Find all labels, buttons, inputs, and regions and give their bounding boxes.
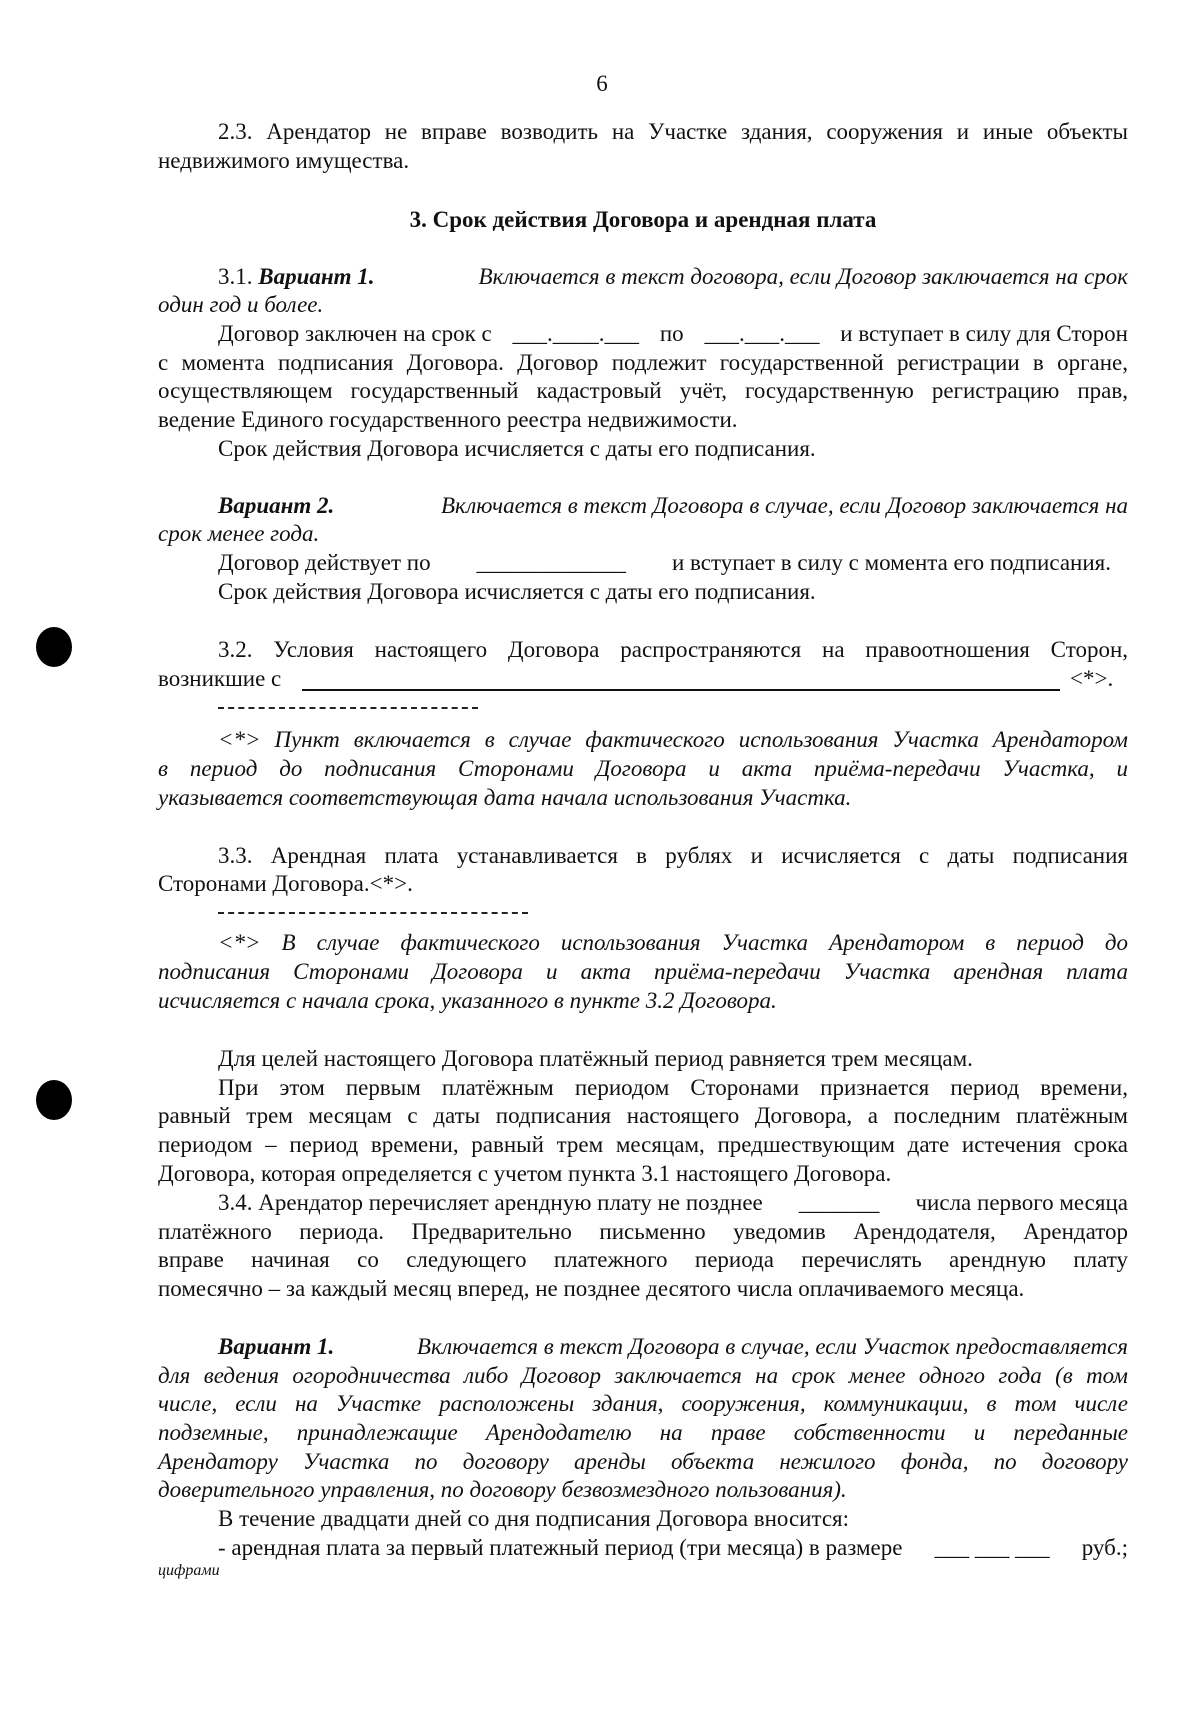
clause-3-4-line-2: платёжного периода. Предварительно письменно уведомив Арендодателя, Арендатор <box>158 1219 1128 1244</box>
term-text-from: Договор заключен на срок с <box>218 321 492 346</box>
clause-3-4-text-a: 3.4. Арендатор перечисляет арендную плату не позднее <box>218 1190 763 1215</box>
digits-caption: цифрами <box>158 1562 220 1579</box>
variant-1b-line-2: для ведения огородничества либо Договор заключается на срок менее одного года (в том <box>158 1363 1128 1388</box>
variant-1-label: Вариант 1. <box>258 264 375 289</box>
clause-3-1-line-4: с момента подписания Договора. Договор подлежит государственной регистрации в органе, <box>158 350 1128 375</box>
page-number: 6 <box>596 71 608 96</box>
variant-1b-line-4: подземные, принадлежащие Арендодателю на праве собственности и переданные <box>158 1420 1128 1445</box>
footnote-separator <box>218 707 478 709</box>
payment-period-line-1: Для целей настоящего Договора платёжный период равняется трем месяцам. <box>218 1046 973 1071</box>
variant-2-line-4: Срок действия Договора исчисляется с даты его подписания. <box>218 579 816 604</box>
clause-3-2-footnote-line-2: в период до подписания Сторонами Договора и акта приёма-передачи Участка, и <box>158 756 1128 781</box>
variant-2-line-1 <box>218 492 1128 520</box>
first-payment-amount-blank: ___ ___ ___ <box>934 1535 1050 1560</box>
footnote-separator <box>218 912 528 914</box>
payment-period-line-5: Договора, которая определяется с учетом пункта 3.1 настоящего Договора. <box>158 1161 892 1186</box>
clause-3-1-line-6: ведение Единого государственного реестра недвижимости. <box>158 407 738 432</box>
clause-3-2-footnote-line-1: <*> Пункт включается в случае фактического использования Участка Арендатором <box>218 727 1128 752</box>
variant-2-date-blank: _____________ <box>476 550 627 575</box>
clause-3-2-line-2-end: <*>. <box>1070 666 1114 691</box>
variant-2-note: Включается в текст Договора в случае, если Договор заключается на <box>440 493 1128 518</box>
variant-2-valid-until-text: Договор действует по <box>218 550 431 575</box>
clause-3-2-line-2-start: возникшие с <box>158 666 282 691</box>
clause-3-3-footnote-line-1: <*> В случае фактического использования Участка Арендатором в период до <box>218 930 1128 955</box>
hole-punch-mark <box>36 627 72 667</box>
variant-2-effect-text: и вступает в силу с момента его подписания. <box>671 550 1111 575</box>
variant-1b-line-8 <box>218 1534 1128 1562</box>
variant-2-line-3 <box>218 549 1111 577</box>
clause-3-1-line-7: Срок действия Договора исчисляется с даты его подписания. <box>218 436 816 461</box>
variant-1-note: Включается в текст договора, если Договор заключается на срок <box>478 264 1128 289</box>
variant-1b-label: Вариант 1. <box>218 1334 335 1359</box>
variant-1b-note: Включается в текст Договора в случае, если Участок предоставляется <box>416 1334 1128 1359</box>
variant-1b-line-6: доверительного управления, по договору безвозмездного пользования). <box>158 1477 847 1502</box>
clause-3-4-line-3: вправе начиная со следующего платежного периода перечислять арендную плату <box>158 1247 1128 1272</box>
clause-3-4-day-blank: _______ <box>798 1190 880 1215</box>
currency-rub: руб.; <box>1081 1535 1128 1560</box>
clause-3-1-variant-1-line-2: один год и более. <box>158 292 324 317</box>
payment-period-line-3: равный трем месяцам с даты подписания настоящего Договора, а последним платёжным <box>158 1103 1128 1128</box>
clause-3-1-line-5: осуществляющем государственный кадастровый учёт, государственную регистрацию прав, <box>158 378 1128 403</box>
payment-period-line-2: При этом первым платёжным периодом Сторонами признается период времени, <box>218 1075 1128 1100</box>
clause-3-3-line-2: Сторонами Договора.<*>. <box>158 871 413 896</box>
variant-1b-line-1 <box>218 1333 1128 1361</box>
clause-3-4-line-1 <box>218 1189 1128 1217</box>
variant-1b-line-5: Арендатору Участка по договору аренды объекта нежилого фонда, по договору <box>158 1449 1128 1474</box>
clause-3-1-variant-1-line-1: 3.1. Вариант 1. Включается в текст договора, если Договор заключается на срок <box>218 264 1128 289</box>
clause-3-1-term-line <box>218 320 1128 348</box>
clause-3-3-footnote-line-3: исчисляется с начала срока, указанного в пункте 3.2 Договора. <box>158 988 777 1013</box>
hole-punch-mark <box>36 1080 72 1120</box>
term-text-to: по <box>659 321 684 346</box>
first-payment-text: - арендная плата за первый платежный период (три месяца) в размере <box>218 1535 903 1560</box>
clause-3-4-line-4: помесячно – за каждый месяц вперед, не позднее десятого числа оплачиваемого месяца. <box>158 1276 1025 1301</box>
payment-period-line-4: периодом – период времени, равный трем месяцам, предшествующим дате истечения срока <box>158 1132 1128 1157</box>
term-date-to-blank: ___.___.___ <box>704 321 820 346</box>
clause-2-3-line-1: 2.3. Арендатор не вправе возводить на Участке здания, сооружения и иные объекты <box>218 119 1128 144</box>
term-text-effect: и вступает в силу для Сторон <box>840 321 1128 346</box>
variant-1b-line-3: числе, если на Участке расположены здания, сооружения, коммуникации, в том числе <box>158 1391 1128 1416</box>
section-3-heading: 3. Срок действия Договора и арендная плата <box>409 207 877 232</box>
clause-3-4-text-b: числа первого месяца <box>915 1190 1128 1215</box>
clause-3-2-line-1: 3.2. Условия настоящего Договора распространяются на правоотношения Сторон, <box>218 637 1128 662</box>
clause-3-2-date-underline <box>302 689 1060 691</box>
clause-3-3-line-1: 3.3. Арендная плата устанавливается в рублях и исчисляется с даты подписания <box>218 843 1128 868</box>
term-date-from-blank: ___.____.___ <box>512 321 640 346</box>
clause-2-3-line-2: недвижимого имущества. <box>158 148 410 173</box>
clause-3-3-footnote-line-2: подписания Сторонами Договора и акта приёма-передачи Участка арендная плата <box>158 959 1128 984</box>
clause-3-2-footnote-line-3: указывается соответствующая дата начала использования Участка. <box>158 785 852 810</box>
variant-2-label: Вариант 2. <box>218 493 335 518</box>
variant-1b-line-7: В течение двадцати дней со дня подписания Договора вносится: <box>218 1506 849 1531</box>
variant-2-line-2: срок менее года. <box>158 521 320 546</box>
